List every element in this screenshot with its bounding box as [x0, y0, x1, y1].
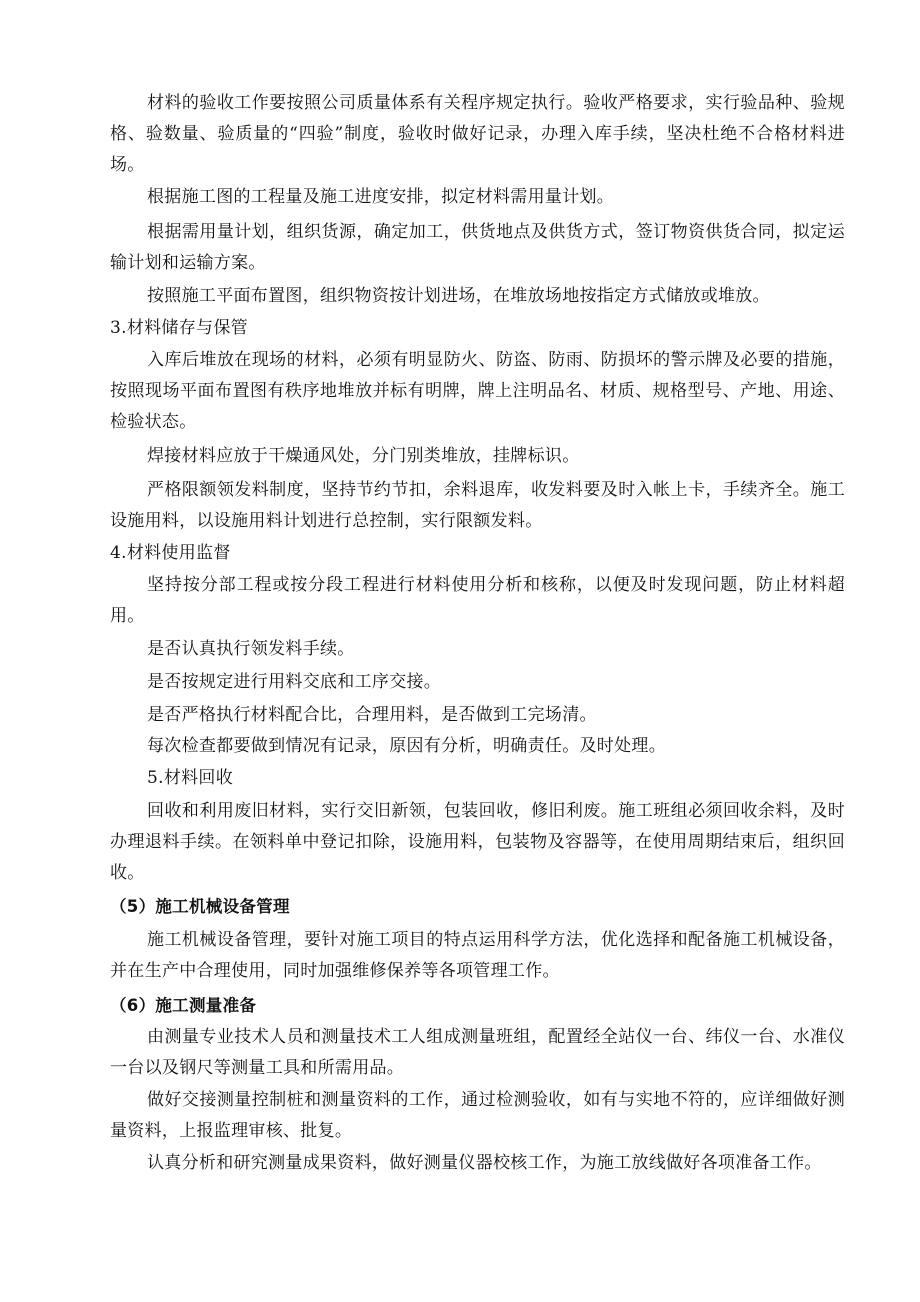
paragraph-usage-analysis: 坚持按分部工程或按分段工程进行材料使用分析和核称，以便及时发现问题，防止材料超用。 — [110, 575, 845, 627]
paragraph-welding-material: 焊接材料应放于干燥通风处，分门别类堆放，挂牌标识。 — [147, 446, 580, 466]
paragraph-sourcing: 根据需用量计划，组织货源，确定加工，供货地点及供货方式，签订物资供货合同，拟定运输计划和运输方案。 — [110, 222, 845, 274]
paragraph-quota-issue: 严格限额领发料制度，坚持节约节扣，余料退库，收发料要及时入帐上卡，手续齐全。施工设施用料，以设施用料计划进行总控制，实行限额发料。 — [110, 480, 845, 532]
paragraph-check-record: 每次检查都要做到情况有记录，原因有分析，明确责任。及时处理。 — [147, 736, 666, 756]
paragraph-machinery: 施工机械设备管理，要针对施工项目的特点运用科学方法，优化选择和配备施工机械设备，并在生产中合理使用，同时加强维修保养等各项管理工作。 — [110, 930, 845, 982]
heading-usage-supervision: 4.材料使用监督 — [110, 543, 231, 563]
paragraph-demand-plan: 根据施工图的工程量及施工进度安排，拟定材料需用量计划。 — [147, 187, 615, 207]
paragraph-check-handover: 是否按规定进行用料交底和工序交接。 — [147, 672, 442, 692]
paragraph-survey-analysis: 认真分析和研究测量成果资料，做好测量仪器校核工作，为施工放线做好各项准备工作。 — [147, 1153, 822, 1173]
heading-recycling: 5.材料回收 — [147, 768, 234, 788]
paragraph-survey-handover: 做好交接测量控制桩和测量资料的工作，通过检测验收，如有与实地不符的，应详细做好测量资料，上报监理审核、批复。 — [110, 1090, 845, 1142]
paragraph-material-acceptance: 材料的验收工作要按照公司质量体系有关程序规定执行。验收严格要求，实行验品种、验规格、验数量、验质量的“四验”制度，验收时做好记录，办理入库手续，坚决杜绝不合格材料进场。 — [110, 93, 845, 176]
heading-machinery-management: （5）施工机械设备管理 — [110, 897, 290, 916]
paragraph-check-ratio: 是否严格执行材料配合比，合理用料，是否做到工完场清。 — [147, 705, 597, 725]
paragraph-storage-signs: 入库后堆放在现场的材料，必须有明显防火、防盗、防雨、防损坏的警示牌及必要的措施，按照现场平面布置图有秩序地堆放并标有明牌，牌上注明品名、材质、规格型号、产地、用途、检验状态。 — [110, 350, 845, 433]
paragraph-recycling: 回收和利用废旧材料，实行交旧新领，包装回收，修旧利废。施工班组必须回收余料，及时办理退料手续。在领料单中登记扣除，设施用料，包装物及容器等，在使用周期结束后，组织回收。 — [110, 801, 845, 884]
heading-survey-preparation: （6）施工测量准备 — [110, 996, 257, 1015]
paragraph-survey-team: 由测量专业技术人员和测量技术工人组成测量班组，配置经全站仪一台、纬仪一台、水准仪一台以及钢尺等测量工具和所需用品。 — [110, 1027, 845, 1079]
heading-storage: 3.材料储存与保管 — [110, 318, 248, 338]
paragraph-check-issue: 是否认真执行领发料手续。 — [147, 639, 355, 659]
paragraph-delivery: 按照施工平面布置图，组织物资按计划进场，在堆放场地按指定方式储放或堆放。 — [147, 286, 770, 306]
